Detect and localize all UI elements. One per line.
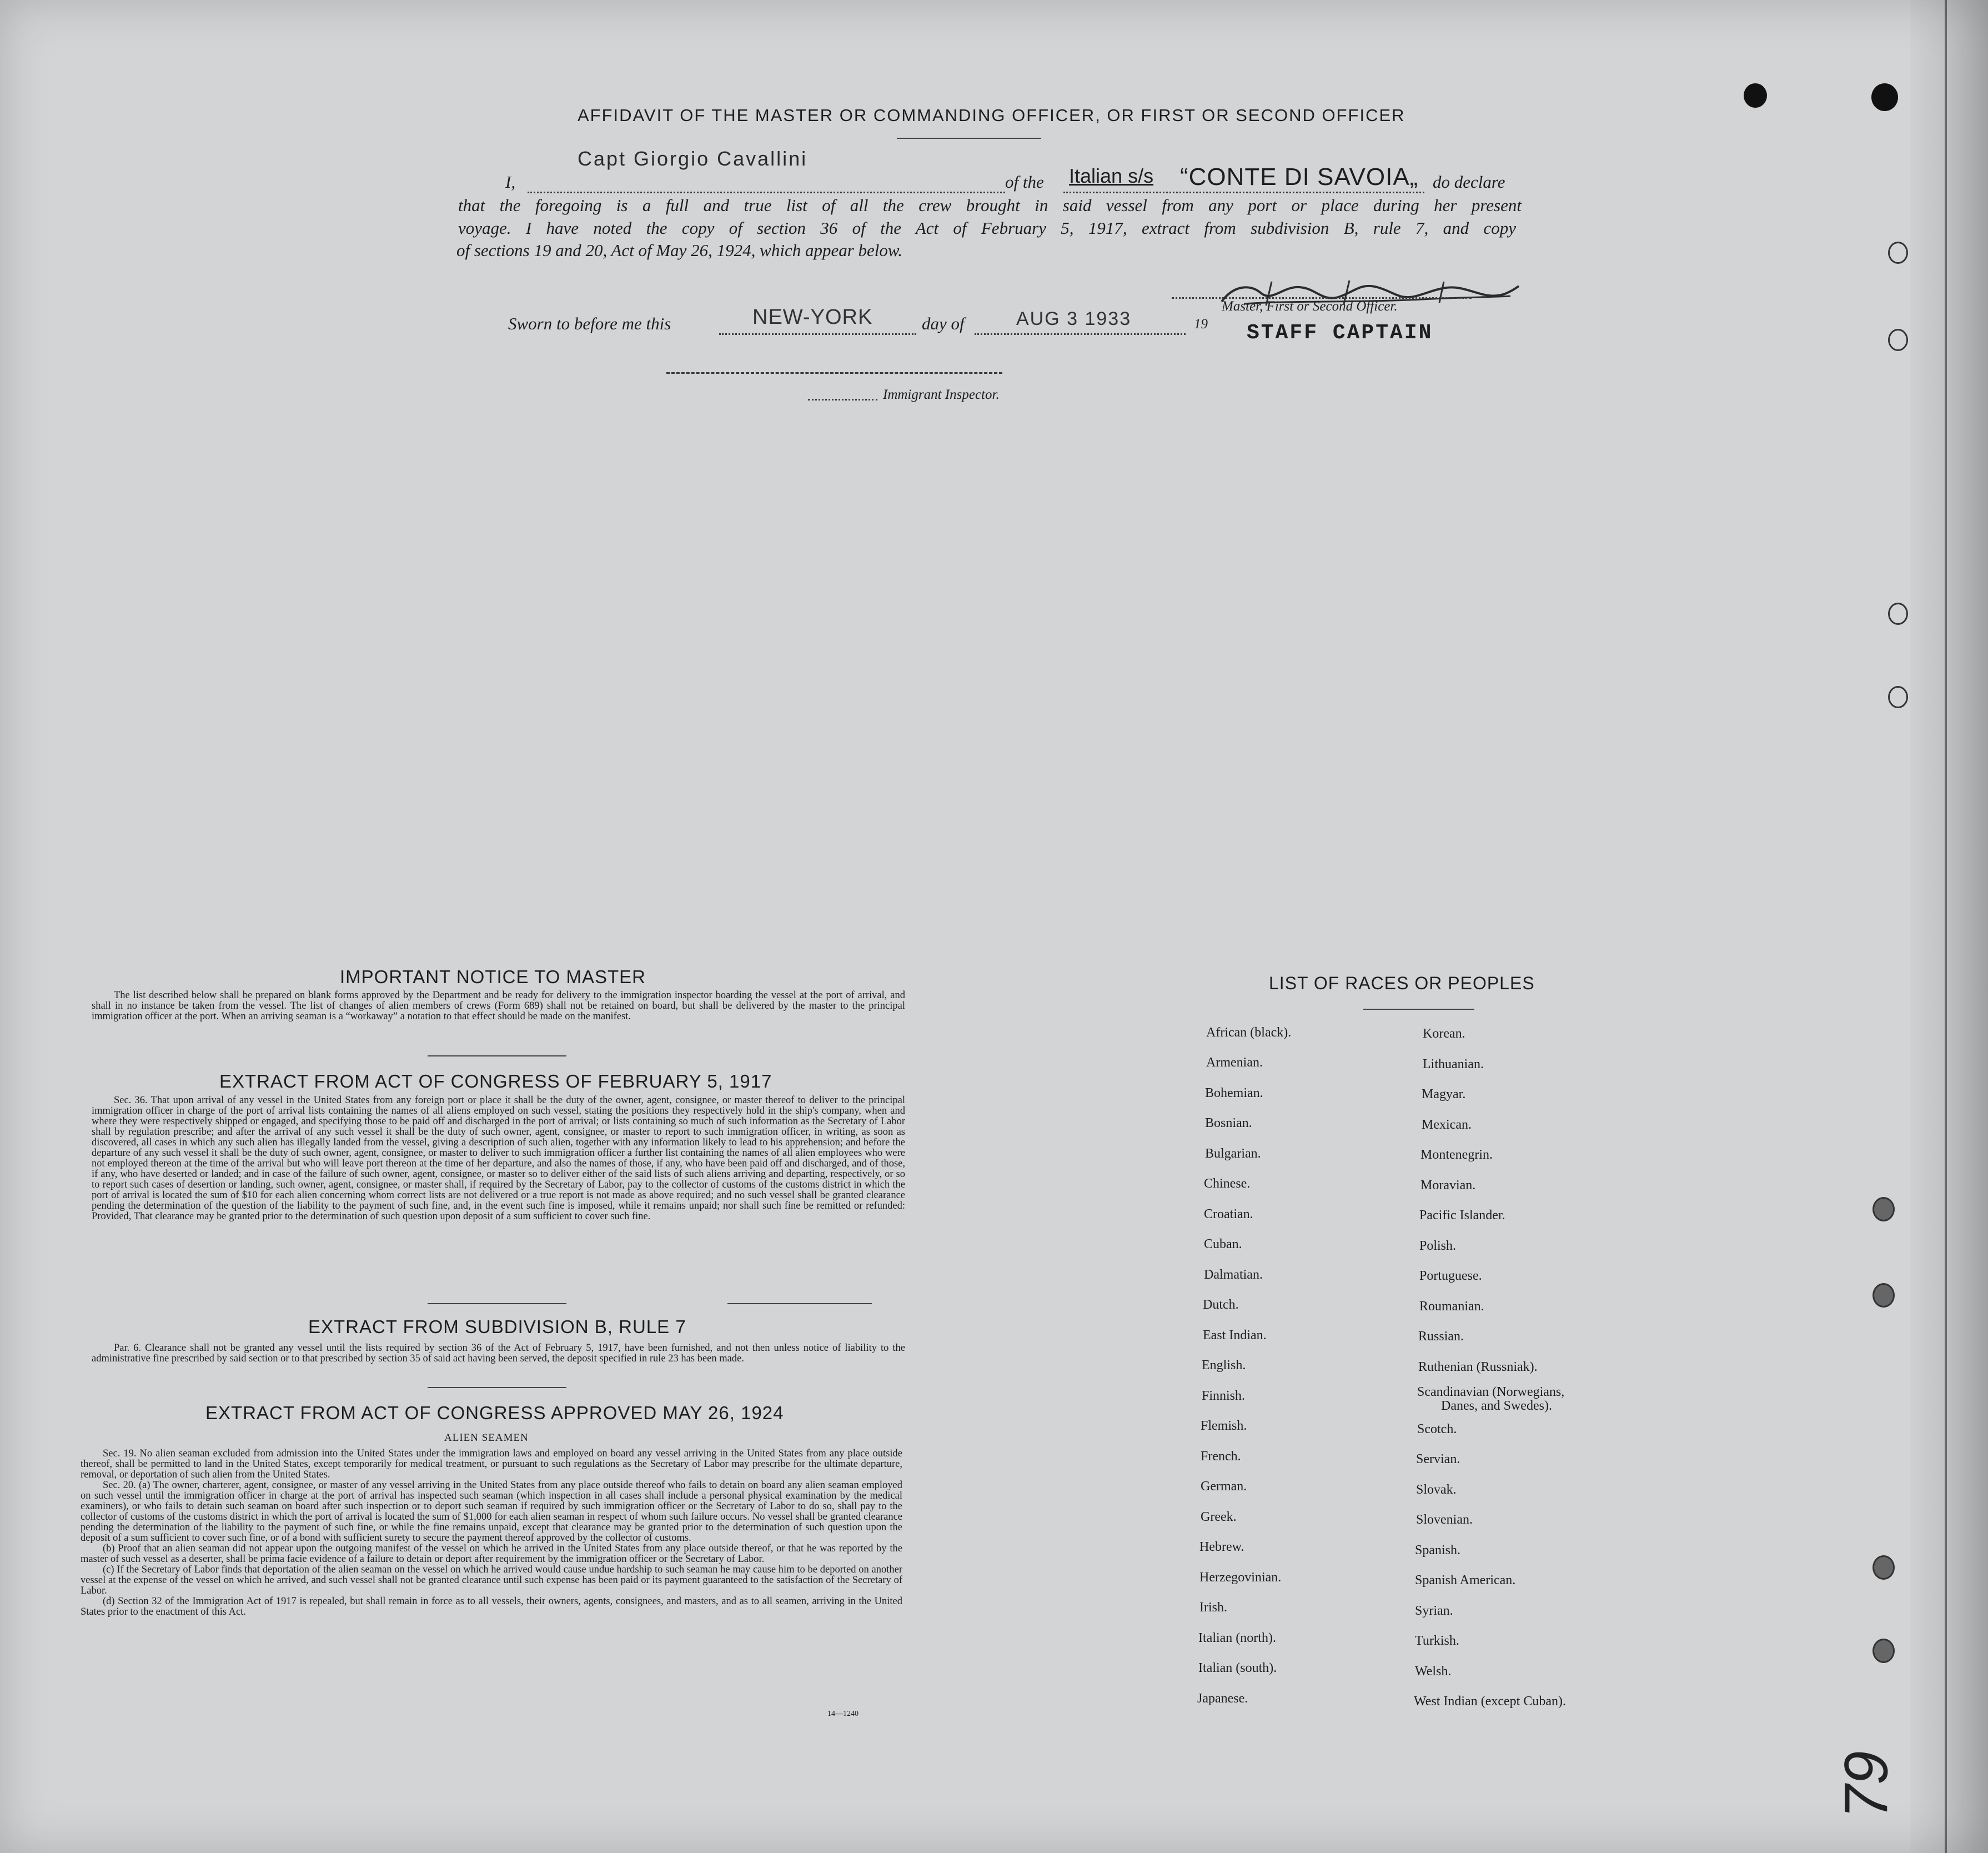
vessel-nationality: Italian s/s <box>1069 164 1154 187</box>
declaration-line-4: of sections 19 and 20, Act of May 26, 1924, which appear below. <box>456 241 903 260</box>
extract-1924-text <box>81 1449 902 1617</box>
binder-hole <box>1888 603 1908 625</box>
race-item: Armenian. <box>1206 1055 1263 1070</box>
section-divider <box>428 1387 566 1388</box>
race-item: Bosnian. <box>1205 1116 1252 1130</box>
heading-divider <box>897 138 1041 139</box>
inspector-caption-line <box>808 399 877 400</box>
extract-1917-paragraph: Sec. 36. That upon arrival of any vessel in the United States from any foreign port or place it shall be the duty of the owner, agent, consignee, or master thereof to deliver to the principal immigration officer in charge of the port of arrival lists containing the names of all aliens employed on such vessel, stating the positions they respectively hold in the ship's company, when and where they were respectively shipped or engaged, and specifying those to be paid off and discharged in the port of arrival; or lists containing so much of such information as the Secretary of Labor shall by regulation prescribe; and after the arrival of any such vessel it shall be the duty of such owner, agent, consignee, or master to report to such immigration officer, in writing, as soon as discovered, all cases in which any such alien has illegally landed from the vessel, giving a description of such alien, together with any information likely to lead to his apprehension; and before the departure of any such vessel it shall be the duty of such owner, agent, consignee, or master to deliver to such immigration officer a further list containing the names of all alien employees who were not employed thereon at the time of the arrival but who will leave port thereon at the time of her departure, and also the names of those, if any, who have been paid off and discharged, and of those, if any, who have deserted or landed; and in case of the failure of such owner, agent, consignee, or master so to deliver either of the said lists of such aliens arriving and departing, respectively, or so to report such cases of desertion or landing, such owner, agent, consignee, or master shall, if required by the Secretary of Labor, pay to the collector of customs of the customs district in which the port of arrival is located the sum of $10 for each alien concerning whom correct lists are not delivered or a true report is not made as above required; and no such vessel shall be granted clearance pending the determination of the question of the liability to the payment of such fine, and, in the event such fine is imposed, while it remains unpaid; nor shall such fine be remitted or refunded: Provided, That clearance may be granted prior to the determination of such question upon deposit of a sum sufficient to cover such fine. <box>92 1095 905 1222</box>
race-item: Roumanian. <box>1419 1299 1484 1314</box>
race-item: Moravian. <box>1420 1178 1476 1193</box>
race-item: Turkish. <box>1415 1634 1459 1648</box>
race-item: Pacific Islander. <box>1419 1208 1505 1223</box>
year-prefix: 19 <box>1194 317 1208 332</box>
race-item: Portuguese. <box>1419 1269 1482 1283</box>
sworn-date-line <box>975 333 1186 335</box>
race-item: West Indian (except Cuban). <box>1414 1694 1566 1709</box>
race-item: Lithuanian. <box>1423 1057 1484 1071</box>
race-item: Slovenian. <box>1416 1513 1473 1527</box>
race-item: Irish. <box>1199 1600 1227 1615</box>
do-declare-label: do declare <box>1433 172 1505 192</box>
race-item: Flemish. <box>1201 1419 1247 1433</box>
section-divider <box>428 1055 566 1056</box>
binder-hole <box>1888 686 1908 708</box>
section-20d-paragraph: (d) Section 32 of the Immigration Act of 1917 is repealed, but shall remain in force as to all vessels, their owners, agents, consignees, and masters, and as to all seamen, arriving in the United States prior to the enactment of this Act. <box>81 1596 902 1617</box>
race-item: Scandinavian (Norwegians, <box>1417 1385 1565 1399</box>
binder-hole <box>1744 83 1767 108</box>
master-caption: Master, First or Second Officer. <box>1222 299 1398 314</box>
race-item: Bulgarian. <box>1205 1146 1261 1161</box>
race-item: Greek. <box>1201 1510 1237 1524</box>
extract-1917-text <box>92 1095 905 1222</box>
race-item: Scotch. <box>1417 1422 1457 1436</box>
race-item: English. <box>1202 1358 1246 1373</box>
race-item: Italian (north). <box>1198 1631 1276 1645</box>
race-item: Bohemian. <box>1205 1086 1263 1100</box>
races-title: LIST OF RACES OR PEOPLES <box>1269 973 1535 993</box>
race-item: Servian. <box>1416 1452 1460 1466</box>
race-item: German. <box>1201 1479 1247 1494</box>
race-item: French. <box>1201 1449 1241 1464</box>
section-divider <box>428 1303 566 1304</box>
race-item: Danes, and Swedes). <box>1441 1399 1552 1413</box>
race-item: Polish. <box>1419 1239 1457 1253</box>
notice-paragraph: The list described below shall be prepared on blank forms approved by the Department and be ready for delivery to the immigration inspector boarding the vessel at the port of arrival, and shall in no instance be taken from the vessel. The list of changes of alien members of crews (Form 689) shall not be retained on board, but shall be delivered by the master to the principal immigration officer at the port. When an arriving seaman is a “workaway” a notation to that effect should be made on the manifest. <box>92 990 905 1022</box>
handwritten-page-number: 79 <box>1832 1751 1901 1819</box>
officer-title: STAFF CAPTAIN <box>1247 321 1433 345</box>
race-item: Italian (south). <box>1198 1661 1277 1675</box>
sworn-place-stamp: NEW-YORK <box>752 306 873 329</box>
notice-text <box>92 990 905 1022</box>
pronoun-label: I, <box>505 172 516 192</box>
binder-hole <box>1872 1283 1895 1308</box>
race-item: Russian. <box>1418 1329 1464 1344</box>
vessel-name: “CONTE DI SAVOIA„ <box>1180 163 1419 191</box>
of-the-label: of the <box>1005 172 1044 192</box>
races-divider <box>1363 1009 1474 1010</box>
declaration-line-2: that the foregoing is a full and true list of all the crew brought in said vessel from any port or place during her present <box>458 196 1522 215</box>
section-19-paragraph: Sec. 19. No alien seaman excluded from admission into the United States under the immigration laws and employed on board any vessel arriving in the United States from any place outside thereof, shall be permitted to land in the United States, except temporarily for medical treatment, or pursuant to such regulations as the Secretary of Labor may prescribe for the ultimate departure, removal, or deportation of such alien from the United States. <box>81 1448 902 1480</box>
section-divider <box>727 1303 872 1304</box>
race-item: Japanese. <box>1197 1691 1248 1706</box>
race-item: East Indian. <box>1203 1328 1267 1343</box>
binder-hole <box>1872 1555 1895 1580</box>
race-item: Ruthenian (Russniak). <box>1418 1360 1538 1374</box>
race-item: Dutch. <box>1203 1298 1239 1312</box>
master-name: Capt Giorgio Cavallini <box>578 147 808 170</box>
extract-rule7-text <box>92 1343 905 1364</box>
race-item: Spanish. <box>1415 1543 1461 1557</box>
binder-hole <box>1872 1639 1895 1663</box>
race-item: Syrian. <box>1415 1604 1453 1618</box>
declaration-line-3: voyage. I have noted the copy of section 36 of the Act of February 5, 1917, extract from subdivision B, rule 7, and copy <box>458 218 1516 238</box>
race-item: Magyar. <box>1422 1087 1466 1101</box>
binder-hole <box>1871 83 1898 111</box>
race-item: Slovak. <box>1416 1483 1457 1497</box>
race-item: African (black). <box>1206 1025 1292 1040</box>
race-item: Mexican. <box>1422 1118 1472 1132</box>
race-item: Finnish. <box>1202 1389 1246 1403</box>
binder-hole <box>1888 329 1908 351</box>
master-name-line <box>528 192 1005 193</box>
vessel-line <box>1063 192 1424 193</box>
sworn-label: Sworn to before me this <box>508 314 671 333</box>
race-item: Cuban. <box>1204 1237 1242 1251</box>
binder-hole <box>1872 1197 1895 1221</box>
race-item: Croatian. <box>1204 1207 1253 1221</box>
race-item: Korean. <box>1423 1026 1465 1041</box>
race-item: Spanish American. <box>1415 1573 1516 1587</box>
race-item: Dalmatian. <box>1204 1268 1263 1282</box>
section-20b-paragraph: (b) Proof that an alien seaman did not appear upon the outgoing manifest of the vessel on which he arrived in the United States from any place outside thereof, or that he was reported by the master of such vessel as a deserter, shall be prima facie evidence of a failure to detain or deport after requirement by the immigration officer or the Secretary of Labor. <box>81 1543 902 1565</box>
race-item: Hebrew. <box>1199 1540 1244 1554</box>
day-of-label: day of <box>922 314 965 333</box>
extract-rule7-paragraph: Par. 6. Clearance shall not be granted any vessel until the lists required by section 36 of the Act of February 5, 1917, have been furnished, and not then unless notice of liability to the administrative fine prescribed by said section or to that prescribed by section 35 of said act having been served, the deposit specified in rule 23 has been made. <box>92 1343 905 1364</box>
race-item: Welsh. <box>1415 1664 1452 1679</box>
binder-hole <box>1888 242 1908 264</box>
sworn-place-line <box>719 333 916 335</box>
sworn-date-stamp: AUG 3 1933 <box>1016 308 1132 329</box>
page-edge-line <box>1945 0 1947 1853</box>
section-20c-paragraph: (c) If the Secretary of Labor finds that deportation of the alien seaman on the vessel on which he arrived would cause undue hardship to such seaman he may cause him to be deported on another vessel at the expense of the vessel on which he arrived, and such vessel shall not be granted clearance until such expense has been paid or its payment guaranteed to the satisfaction of the Secretary of Labor. <box>81 1564 902 1596</box>
extract-1917-title: EXTRACT FROM ACT OF CONGRESS OF FEBRUARY 5, 1917 <box>219 1071 772 1091</box>
form-number: 14—1240 <box>827 1710 859 1718</box>
extract-rule7-title: EXTRACT FROM SUBDIVISION B, RULE 7 <box>308 1316 686 1337</box>
section-20a-paragraph: Sec. 20. (a) The owner, charterer, agent, consignee, or master of any vessel arriving in the United States from any place outside thereof who fails to detain on board any alien seaman employed on such vessel until the immigration officer in charge at the port of arrival has inspected such seaman (which inspection in all cases shall include a personal physical examination by the medical examiners), or who fails to detain such seaman on board after such inspection or to deport such seaman if required by such immigration officer or the Secretary of Labor to do so, shall pay to the collector of customs of the customs district in which the port of arrival is located the sum of $1,000 for each alien seaman in respect of whom such failure occurs. No vessel shall be granted clearance pending the determination of the liability to the payment of such fine, or while the fine remains unpaid, except that clearance may be granted prior to the determination of such question upon the deposit of a sum sufficient to cover such fine, or of a bond with sufficient surety to secure the payment thereof approved by the collector of customs. <box>81 1480 902 1544</box>
affidavit-heading: AFFIDAVIT OF THE MASTER OR COMMANDING OFFICER, OR FIRST OR SECOND OFFICER <box>578 106 1405 125</box>
inspector-signature-line <box>666 372 1002 374</box>
page-edge-shadow <box>1910 0 1988 1853</box>
race-item: Chinese. <box>1204 1176 1251 1191</box>
extract-1924-title: EXTRACT FROM ACT OF CONGRESS APPROVED MAY 26, 1924 <box>205 1403 784 1423</box>
race-item: Herzegovinian. <box>1199 1570 1282 1585</box>
extract-1924-subtitle: ALIEN SEAMEN <box>444 1432 529 1444</box>
notice-title: IMPORTANT NOTICE TO MASTER <box>340 966 646 987</box>
race-item: Montenegrin. <box>1420 1148 1493 1162</box>
inspector-caption: Immigrant Inspector. <box>883 387 1000 402</box>
